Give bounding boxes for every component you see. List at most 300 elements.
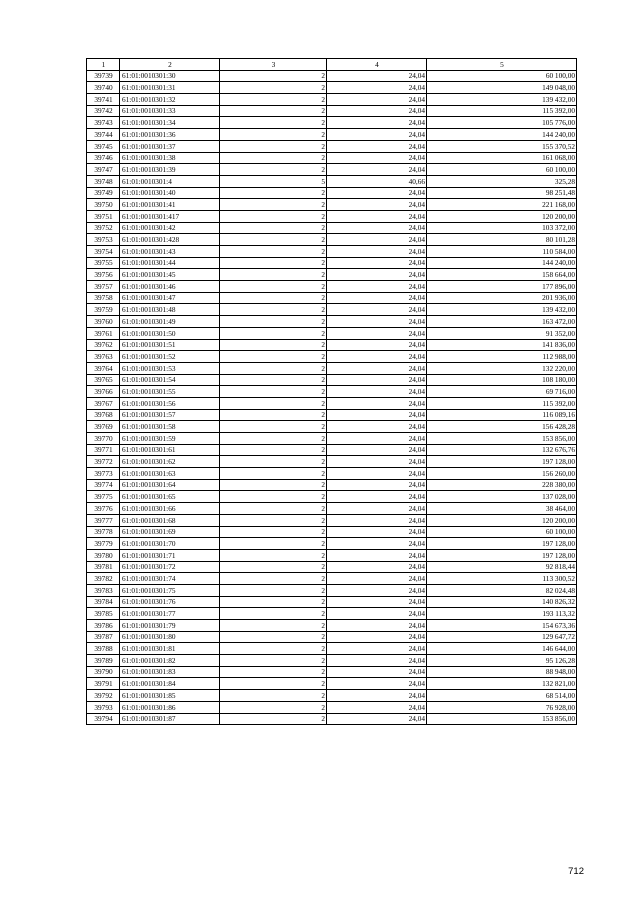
table-row: [87, 608, 577, 620]
table-row: [87, 503, 577, 515]
amount-value: 129 647,72: [427, 631, 577, 643]
column-header-5: 5: [427, 59, 577, 71]
cadastral-number: 61:01:0010301:55: [120, 386, 220, 398]
table-row: [87, 339, 577, 351]
amount-value: 140 826,32: [427, 596, 577, 608]
category-code: 2: [220, 444, 327, 456]
rate-value: 24,04: [327, 117, 427, 129]
rate-value: 24,04: [327, 538, 427, 550]
category-code: 2: [220, 351, 327, 363]
category-code: 2: [220, 70, 327, 82]
row-number: 39741: [87, 94, 120, 106]
cadastral-number: 61:01:0010301:50: [120, 327, 220, 339]
table-row: [87, 514, 577, 526]
amount-value: 115 392,00: [427, 105, 577, 117]
rate-value: 24,04: [327, 526, 427, 538]
cadastral-number: 61:01:0010301:65: [120, 491, 220, 503]
cadastral-number: 61:01:0010301:56: [120, 397, 220, 409]
cadastral-number: 61:01:0010301:43: [120, 246, 220, 258]
cadastral-number: 61:01:0010301:38: [120, 152, 220, 164]
rate-value: 24,04: [327, 479, 427, 491]
rate-value: 24,04: [327, 701, 427, 713]
row-number: 39775: [87, 491, 120, 503]
rate-value: 24,04: [327, 643, 427, 655]
amount-value: 91 352,00: [427, 327, 577, 339]
category-code: 2: [220, 152, 327, 164]
amount-value: 92 818,44: [427, 561, 577, 573]
rate-value: 24,04: [327, 503, 427, 515]
table-row: [87, 210, 577, 222]
cadastral-number: 61:01:0010301:81: [120, 643, 220, 655]
row-number: 39782: [87, 573, 120, 585]
row-number: 39780: [87, 549, 120, 561]
amount-value: 132 220,00: [427, 362, 577, 374]
amount-value: 144 240,00: [427, 257, 577, 269]
cadastral-number: 61:01:0010301:51: [120, 339, 220, 351]
category-code: 2: [220, 456, 327, 468]
rate-value: 24,04: [327, 94, 427, 106]
category-code: 2: [220, 690, 327, 702]
row-number: 39754: [87, 246, 120, 258]
table-row: [87, 187, 577, 199]
row-number: 39751: [87, 210, 120, 222]
cadastral-number: 61:01:0010301:33: [120, 105, 220, 117]
rate-value: 24,04: [327, 386, 427, 398]
table-row: [87, 468, 577, 480]
row-number: 39744: [87, 129, 120, 141]
amount-value: 132 821,00: [427, 678, 577, 690]
rate-value: 24,04: [327, 199, 427, 211]
cadastral-number: 61:01:0010301:31: [120, 82, 220, 94]
category-code: 2: [220, 234, 327, 246]
cadastral-number: 61:01:0010301:83: [120, 666, 220, 678]
row-number: 39784: [87, 596, 120, 608]
table-row: [87, 175, 577, 187]
rate-value: 24,04: [327, 327, 427, 339]
rate-value: 24,04: [327, 281, 427, 293]
category-code: 2: [220, 164, 327, 176]
cadastral-number: 61:01:0010301:58: [120, 421, 220, 433]
category-code: 2: [220, 304, 327, 316]
category-code: 2: [220, 655, 327, 667]
rate-value: 24,04: [327, 316, 427, 328]
category-code: 2: [220, 187, 327, 199]
cadastral-number: 61:01:0010301:69: [120, 526, 220, 538]
table-row: [87, 117, 577, 129]
row-number: 39788: [87, 643, 120, 655]
rate-value: 24,04: [327, 152, 427, 164]
rate-value: 24,04: [327, 678, 427, 690]
category-code: 2: [220, 526, 327, 538]
category-code: 2: [220, 561, 327, 573]
amount-value: 155 370,52: [427, 140, 577, 152]
row-number: 39766: [87, 386, 120, 398]
category-code: 2: [220, 620, 327, 632]
row-number: 39745: [87, 140, 120, 152]
cadastral-number: 61:01:0010301:75: [120, 584, 220, 596]
table-row: [87, 105, 577, 117]
category-code: 2: [220, 397, 327, 409]
row-number: 39743: [87, 117, 120, 129]
table-row: [87, 397, 577, 409]
amount-value: 98 251,48: [427, 187, 577, 199]
cadastral-number: 61:01:0010301:49: [120, 316, 220, 328]
row-number: 39768: [87, 409, 120, 421]
amount-value: 69 716,00: [427, 386, 577, 398]
table-row: [87, 409, 577, 421]
amount-value: 153 856,00: [427, 433, 577, 445]
row-number: 39760: [87, 316, 120, 328]
table-row: [87, 386, 577, 398]
table-row: [87, 421, 577, 433]
cadastral-number: 61:01:0010301:79: [120, 620, 220, 632]
cadastral-number: 61:01:0010301:45: [120, 269, 220, 281]
row-number: 39776: [87, 503, 120, 515]
rate-value: 24,04: [327, 129, 427, 141]
amount-value: 68 514,00: [427, 690, 577, 702]
category-code: 2: [220, 362, 327, 374]
rate-value: 24,04: [327, 713, 427, 725]
table-row: [87, 222, 577, 234]
category-code: 2: [220, 433, 327, 445]
category-code: 2: [220, 82, 327, 94]
table-row: [87, 631, 577, 643]
amount-value: 112 988,00: [427, 351, 577, 363]
column-header-1: 1: [87, 59, 120, 71]
category-code: 2: [220, 246, 327, 258]
row-number: 39790: [87, 666, 120, 678]
table-row: [87, 573, 577, 585]
rate-value: 24,04: [327, 456, 427, 468]
table-row: [87, 678, 577, 690]
cadastral-number: 61:01:0010301:39: [120, 164, 220, 176]
amount-value: 116 089,16: [427, 409, 577, 421]
table-row: [87, 269, 577, 281]
row-number: 39772: [87, 456, 120, 468]
cadastral-number: 61:01:0010301:77: [120, 608, 220, 620]
rate-value: 24,04: [327, 690, 427, 702]
data-table: [86, 58, 577, 725]
cadastral-number: 61:01:0010301:57: [120, 409, 220, 421]
table-header-row: [87, 59, 577, 71]
category-code: 2: [220, 491, 327, 503]
row-number: 39787: [87, 631, 120, 643]
category-code: 2: [220, 409, 327, 421]
category-code: 2: [220, 549, 327, 561]
category-code: 2: [220, 257, 327, 269]
row-number: 39756: [87, 269, 120, 281]
cadastral-number: 61:01:0010301:52: [120, 351, 220, 363]
category-code: 2: [220, 479, 327, 491]
amount-value: 158 664,00: [427, 269, 577, 281]
category-code: 2: [220, 140, 327, 152]
category-code: 2: [220, 643, 327, 655]
row-number: 39758: [87, 292, 120, 304]
rate-value: 24,04: [327, 620, 427, 632]
category-code: 2: [220, 596, 327, 608]
row-number: 39779: [87, 538, 120, 550]
amount-value: 139 432,00: [427, 94, 577, 106]
rate-value: 24,04: [327, 655, 427, 667]
table-row: [87, 491, 577, 503]
rate-value: 24,04: [327, 105, 427, 117]
amount-value: 60 100,00: [427, 70, 577, 82]
row-number: 39747: [87, 164, 120, 176]
table-row: [87, 152, 577, 164]
category-code: 2: [220, 701, 327, 713]
rate-value: 24,04: [327, 269, 427, 281]
cadastral-number: 61:01:0010301:44: [120, 257, 220, 269]
category-code: 2: [220, 538, 327, 550]
category-code: 2: [220, 421, 327, 433]
category-code: 2: [220, 210, 327, 222]
cadastral-number: 61:01:0010301:87: [120, 713, 220, 725]
cadastral-number: 61:01:0010301:30: [120, 70, 220, 82]
category-code: 2: [220, 608, 327, 620]
column-header-3: 3: [220, 59, 327, 71]
category-code: 2: [220, 292, 327, 304]
row-number: 39778: [87, 526, 120, 538]
row-number: 39771: [87, 444, 120, 456]
cadastral-number: 61:01:0010301:40: [120, 187, 220, 199]
amount-value: 228 380,00: [427, 479, 577, 491]
category-code: 2: [220, 503, 327, 515]
amount-value: 146 644,00: [427, 643, 577, 655]
page-number: 712: [568, 866, 584, 877]
category-code: 2: [220, 374, 327, 386]
rate-value: 24,04: [327, 82, 427, 94]
row-number: 39750: [87, 199, 120, 211]
rate-value: 24,04: [327, 514, 427, 526]
cadastral-number: 61:01:0010301:61: [120, 444, 220, 456]
cadastral-number: 61:01:0010301:68: [120, 514, 220, 526]
row-number: 39742: [87, 105, 120, 117]
category-code: 2: [220, 584, 327, 596]
rate-value: 24,04: [327, 409, 427, 421]
amount-value: 221 168,00: [427, 199, 577, 211]
amount-value: 137 028,00: [427, 491, 577, 503]
table-row: [87, 199, 577, 211]
amount-value: 60 100,00: [427, 526, 577, 538]
table-row: [87, 655, 577, 667]
rate-value: 24,04: [327, 362, 427, 374]
table-row: [87, 70, 577, 82]
table-row: [87, 362, 577, 374]
rate-value: 24,04: [327, 549, 427, 561]
row-number: 39764: [87, 362, 120, 374]
table-row: [87, 433, 577, 445]
rate-value: 24,04: [327, 468, 427, 480]
category-code: 2: [220, 713, 327, 725]
amount-value: 177 896,00: [427, 281, 577, 293]
amount-value: 103 372,00: [427, 222, 577, 234]
row-number: 39786: [87, 620, 120, 632]
category-code: 2: [220, 386, 327, 398]
amount-value: 139 432,00: [427, 304, 577, 316]
rate-value: 24,04: [327, 222, 427, 234]
amount-value: 197 128,00: [427, 538, 577, 550]
row-number: 39740: [87, 82, 120, 94]
row-number: 39759: [87, 304, 120, 316]
rate-value: 24,04: [327, 257, 427, 269]
amount-value: 156 428,28: [427, 421, 577, 433]
table-row: [87, 713, 577, 725]
row-number: 39761: [87, 327, 120, 339]
row-number: 39773: [87, 468, 120, 480]
rate-value: 24,04: [327, 561, 427, 573]
row-number: 39789: [87, 655, 120, 667]
rate-value: 24,04: [327, 339, 427, 351]
row-number: 39753: [87, 234, 120, 246]
rate-value: 24,04: [327, 421, 427, 433]
category-code: 2: [220, 631, 327, 643]
cadastral-number: 61:01:0010301:84: [120, 678, 220, 690]
table-row: [87, 620, 577, 632]
table-row: [87, 666, 577, 678]
category-code: 2: [220, 666, 327, 678]
rate-value: 24,04: [327, 210, 427, 222]
table-row: [87, 351, 577, 363]
table-row: [87, 690, 577, 702]
cadastral-number: 61:01:0010301:66: [120, 503, 220, 515]
cadastral-number: 61:01:0010301:85: [120, 690, 220, 702]
category-code: 2: [220, 199, 327, 211]
rate-value: 24,04: [327, 140, 427, 152]
cadastral-number: 61:01:0010301:32: [120, 94, 220, 106]
category-code: 2: [220, 468, 327, 480]
cadastral-number: 61:01:0010301:80: [120, 631, 220, 643]
cadastral-number: 61:01:0010301:36: [120, 129, 220, 141]
table-row: [87, 94, 577, 106]
table-row: [87, 596, 577, 608]
table-body: [87, 70, 577, 725]
amount-value: 120 200,00: [427, 210, 577, 222]
amount-value: 154 673,36: [427, 620, 577, 632]
row-number: 39749: [87, 187, 120, 199]
rate-value: 24,04: [327, 444, 427, 456]
row-number: 39785: [87, 608, 120, 620]
category-code: 2: [220, 269, 327, 281]
category-code: 2: [220, 316, 327, 328]
table-row: [87, 304, 577, 316]
table-row: [87, 292, 577, 304]
cadastral-number: 61:01:0010301:4: [120, 175, 220, 187]
amount-value: 76 928,00: [427, 701, 577, 713]
table-row: [87, 82, 577, 94]
table-row: [87, 549, 577, 561]
category-code: 2: [220, 281, 327, 293]
category-code: 2: [220, 105, 327, 117]
row-number: 39781: [87, 561, 120, 573]
cadastral-number: 61:01:0010301:48: [120, 304, 220, 316]
cadastral-number: 61:01:0010301:62: [120, 456, 220, 468]
row-number: 39767: [87, 397, 120, 409]
rate-value: 24,04: [327, 374, 427, 386]
cadastral-number: 61:01:0010301:417: [120, 210, 220, 222]
amount-value: 197 128,00: [427, 456, 577, 468]
row-number: 39763: [87, 351, 120, 363]
row-number: 39793: [87, 701, 120, 713]
rate-value: 24,04: [327, 292, 427, 304]
table-row: [87, 561, 577, 573]
amount-value: 197 128,00: [427, 549, 577, 561]
cadastral-number: 61:01:0010301:42: [120, 222, 220, 234]
amount-value: 161 068,00: [427, 152, 577, 164]
amount-value: 38 464,00: [427, 503, 577, 515]
amount-value: 201 936,00: [427, 292, 577, 304]
table-row: [87, 444, 577, 456]
table-row: [87, 701, 577, 713]
table-row: [87, 316, 577, 328]
column-header-2: 2: [120, 59, 220, 71]
rate-value: 24,04: [327, 234, 427, 246]
amount-value: 82 024,48: [427, 584, 577, 596]
cadastral-number: 61:01:0010301:34: [120, 117, 220, 129]
rate-value: 24,04: [327, 584, 427, 596]
rate-value: 24,04: [327, 246, 427, 258]
cadastral-number: 61:01:0010301:71: [120, 549, 220, 561]
row-number: 39783: [87, 584, 120, 596]
row-number: 39777: [87, 514, 120, 526]
row-number: 39739: [87, 70, 120, 82]
row-number: 39762: [87, 339, 120, 351]
amount-value: 144 240,00: [427, 129, 577, 141]
row-number: 39794: [87, 713, 120, 725]
rate-value: 24,04: [327, 666, 427, 678]
category-code: 2: [220, 222, 327, 234]
table-row: [87, 538, 577, 550]
amount-value: 149 048,00: [427, 82, 577, 94]
amount-value: 163 472,00: [427, 316, 577, 328]
row-number: 39755: [87, 257, 120, 269]
cadastral-number: 61:01:0010301:428: [120, 234, 220, 246]
category-code: 2: [220, 117, 327, 129]
amount-value: 88 948,00: [427, 666, 577, 678]
amount-value: 156 260,00: [427, 468, 577, 480]
table-row: [87, 643, 577, 655]
amount-value: 132 676,76: [427, 444, 577, 456]
rate-value: 24,04: [327, 608, 427, 620]
category-code: 2: [220, 678, 327, 690]
amount-value: 108 180,00: [427, 374, 577, 386]
amount-value: 60 100,00: [427, 164, 577, 176]
table-row: [87, 129, 577, 141]
amount-value: 120 200,00: [427, 514, 577, 526]
amount-value: 193 113,32: [427, 608, 577, 620]
rate-value: 24,04: [327, 187, 427, 199]
cadastral-number: 61:01:0010301:76: [120, 596, 220, 608]
amount-value: 141 836,00: [427, 339, 577, 351]
rate-value: 24,04: [327, 573, 427, 585]
cadastral-number: 61:01:0010301:70: [120, 538, 220, 550]
cadastral-number: 61:01:0010301:63: [120, 468, 220, 480]
cadastral-number: 61:01:0010301:47: [120, 292, 220, 304]
row-number: 39752: [87, 222, 120, 234]
amount-value: 95 126,28: [427, 655, 577, 667]
amount-value: 105 776,00: [427, 117, 577, 129]
row-number: 39770: [87, 433, 120, 445]
cadastral-number: 61:01:0010301:74: [120, 573, 220, 585]
table-row: [87, 584, 577, 596]
cadastral-number: 61:01:0010301:54: [120, 374, 220, 386]
rate-value: 24,04: [327, 164, 427, 176]
rate-value: 40,66: [327, 175, 427, 187]
table-row: [87, 257, 577, 269]
table-row: [87, 164, 577, 176]
amount-value: 80 101,28: [427, 234, 577, 246]
row-number: 39791: [87, 678, 120, 690]
cadastral-number: 61:01:0010301:41: [120, 199, 220, 211]
